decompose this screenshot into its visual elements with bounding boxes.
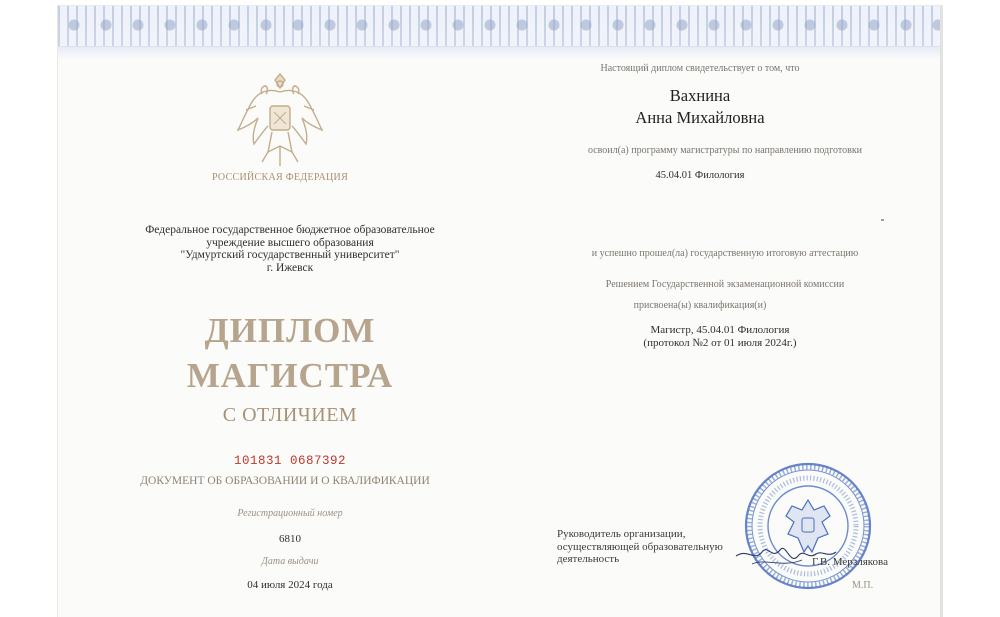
- holder-surname: Вахнина: [669, 86, 731, 105]
- registration-caption: Регистрационный номер: [237, 508, 343, 519]
- diploma-title-line2: МАГИСТРА: [186, 356, 394, 395]
- head-label-line: деятельность: [557, 553, 620, 565]
- signer-name: Г.В. Мерзлякова: [812, 556, 888, 568]
- seal-mark-label: М.П.: [852, 580, 874, 591]
- head-label-line: осуществляющей образовательную: [557, 540, 723, 553]
- program-name: 45.04.01 Филология: [655, 170, 745, 181]
- holder-given-names: Анна Михайловна: [635, 108, 765, 127]
- institution-city: г. Ижевск: [266, 261, 314, 274]
- commission-decision-text: Решением Государственной экзаменационной комиссии: [605, 279, 845, 290]
- diploma-title-line1: ДИПЛОМ: [204, 311, 376, 350]
- qualification-value: Магистр, 45.04.01 Филология: [650, 324, 790, 336]
- certifies-text: Настоящий диплом свидетельствует о том, что: [600, 63, 800, 74]
- honors-label: С ОТЛИЧИЕМ: [222, 404, 358, 426]
- protocol-reference: (протокол №2 от 01 июля 2024г.): [643, 337, 797, 349]
- qualification-assigned-text: присвоена(ы) квалификация(и): [633, 300, 767, 311]
- serial-number: 101831 0687392: [233, 454, 347, 468]
- institution-name: [120, 224, 460, 274]
- decorative-mark: [881, 219, 884, 221]
- institution-line: Федеральное государственное бюджетное образовательное: [145, 224, 435, 236]
- document-type: ДОКУМЕНТ ОБ ОБРАЗОВАНИИ И О КВАЛИФИКАЦИИ: [140, 475, 430, 487]
- head-of-organization-label: [557, 528, 747, 566]
- country-name: РОССИЙСКАЯ ФЕДЕРАЦИЯ: [211, 172, 349, 183]
- passed-attestation-text: и успешно прошел(ла) государственную итоговую аттестацию: [591, 248, 859, 259]
- mastered-program-text: освоил(а) программу магистратуры по направлению подготовки: [587, 145, 863, 156]
- handwritten-signature: [732, 530, 842, 580]
- border-fade: [58, 46, 942, 60]
- issue-date-caption: Дата выдачи: [261, 556, 319, 567]
- page-edge: [940, 6, 943, 617]
- institution-line: учреждение высшего образования: [206, 236, 374, 249]
- double-headed-eagle-emblem-icon: [232, 70, 328, 170]
- institution-line: "Удмуртский государственный университет": [180, 249, 400, 261]
- registration-number: 6810: [279, 533, 301, 545]
- decorative-pattern: [58, 12, 942, 38]
- issue-date: 04 июля 2024 года: [247, 579, 333, 591]
- head-label-line: Руководитель организации,: [557, 528, 686, 540]
